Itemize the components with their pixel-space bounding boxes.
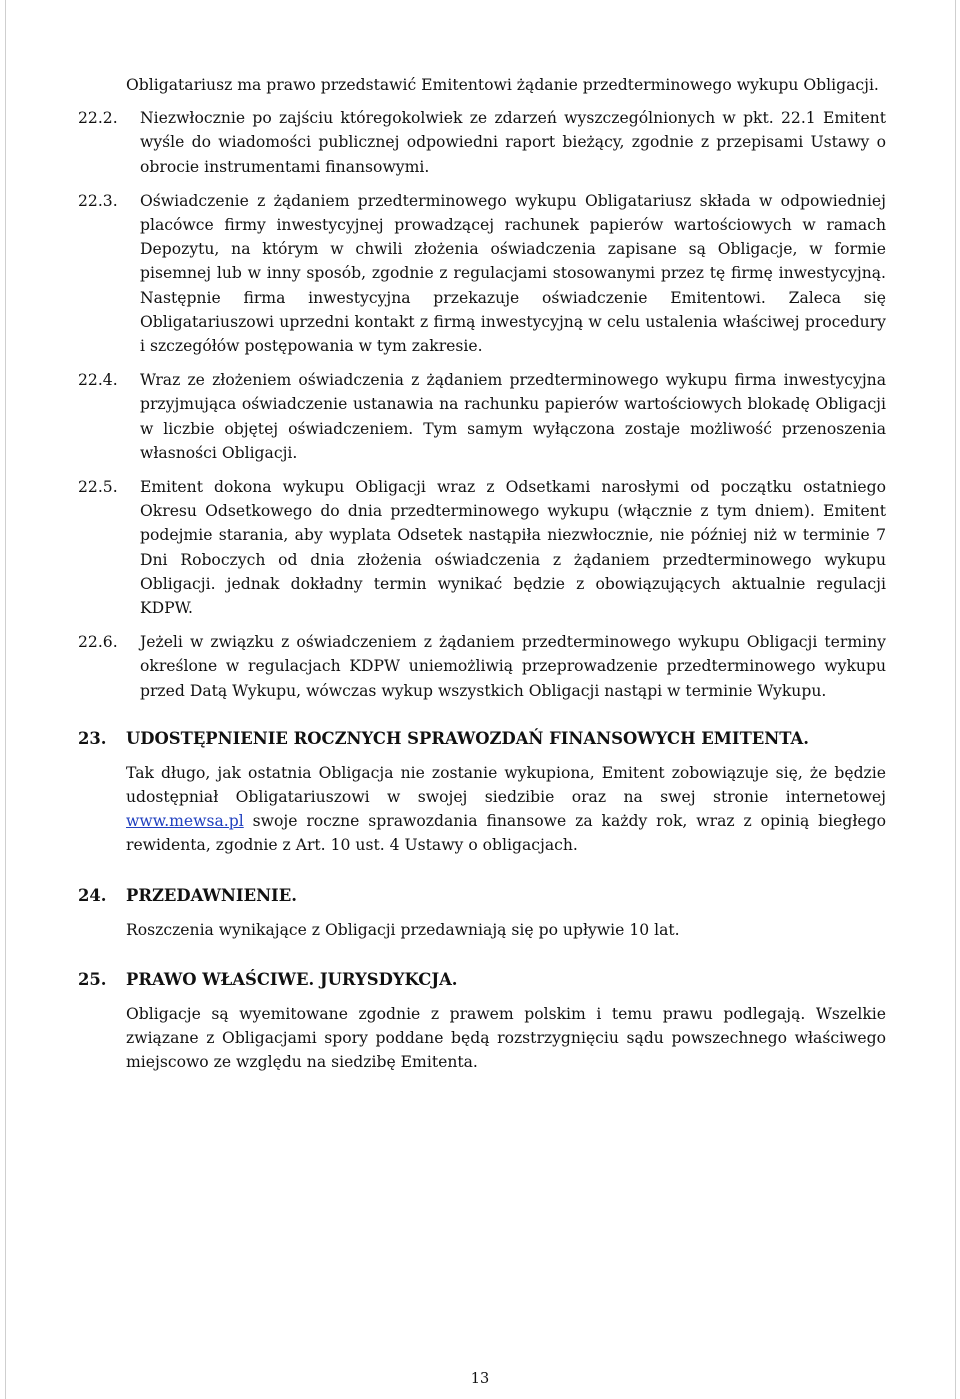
section-title: PRAWO WŁAŚCIWE. JURYSDYKCJA. xyxy=(126,969,458,989)
section-heading-24 xyxy=(78,884,886,908)
clause-text: Niezwłocznie po zajściu któregokolwiek ze zdarzeń wyszczególnionych w pkt. 22.1 Emitent wyśle do wiadomości publicznej odpowiedni raport bieżący, zgodnie z przepisami Ustawy o obrocie instrumentami finansowymi. xyxy=(140,109,886,176)
clause-text: Jeżeli w związku z oświadczeniem z żądaniem przedterminowego wykupu Obligacji terminy określone w regulacjach KDPW uniemożliwią przeprowadzenie przedterminowego wykupu przed Datą Wykupu, wówczas wykup wszystkich Obligacji nastąpi w terminie Wykupu. xyxy=(140,633,886,700)
clause-22-2 xyxy=(78,106,886,179)
section-title: PRZEDAWNIENIE. xyxy=(126,885,297,905)
page-border-left xyxy=(5,0,6,1399)
clause-number: 22.3. xyxy=(78,191,118,210)
section-title: UDOSTĘPNIENIE ROCZNYCH SPRAWOZDAŃ FINANSOWYCH EMITENTA. xyxy=(126,728,809,748)
clause-22-4 xyxy=(78,368,886,465)
section-text: Tak długo, jak ostatnia Obligacja nie zostanie wykupiona, Emitent zobowiązuje się, że będzie udostępniał Obligatariuszowi w swojej siedzibie oraz na swej stronie internetowej xyxy=(126,763,886,807)
section-number: 25. xyxy=(78,969,107,989)
clause-text: Emitent dokona wykupu Obligacji wraz z Odsetkami narosłymi od początku ostatniego Okresu Odsetkowego do dnia przedterminowego wykupu (włącznie z tym dniem). Emitent podejmie starania, aby wyplata Odsetek nastąpiła niezwłocznie, nie później niż w terminie 7 Dni Roboczych od dnia złożenia oświadczenia z żądaniem przedterminowego wykupu Obligacji. jednak dokładny termin wynikać będzie z obowiązujących aktualnie regulacji KDPW. xyxy=(140,478,886,618)
section-number: 23. xyxy=(78,728,107,748)
section-body-23 xyxy=(126,761,886,858)
page-content xyxy=(78,73,886,1075)
clause-number: 22.6. xyxy=(78,633,118,652)
page-number: 13 xyxy=(470,1371,490,1387)
clause-22-5 xyxy=(78,475,886,620)
clause-text: Wraz ze złożeniem oświadczenia z żądaniem przedterminowego wykupu firma inwestycyjna przyjmująca oświadczenie ustanawia na rachunku papierów wartościowych blokadę Obligacji w liczbie objętej oświadczeniem. Tym samym wyłączona zostaje możliwość przenoszenia własności Obligacji. xyxy=(140,371,886,462)
section-body-25: Obligacje są wyemitowane zgodnie z prawem polskim i temu prawu podlegają. Wszelkie związane z Obligacjami spory poddane będą rozstrzygnięciu sądu powszechnego właściwego miejscowo ze względu na siedzibę Emitenta. xyxy=(126,1004,886,1072)
section-number: 24. xyxy=(78,885,107,905)
clause-number: 22.2. xyxy=(78,109,118,128)
clause-22-6 xyxy=(78,630,886,703)
intro-paragraph: Obligatariusz ma prawo przedstawić Emitentowi żądanie przedterminowego wykupu Obligacji. xyxy=(126,76,879,94)
clause-number: 22.4. xyxy=(78,371,118,390)
clause-text: Oświadczenie z żądaniem przedterminowego wykupu Obligatariusz składa w odpowiedniej placówce firmy inwestycyjnej prowadzącej rachunek papierów wartościowych w ramach Depozytu, na którym w chwili złożenia oświadczenia zapisane są Obligacje, w formie pisemnej lub w inny sposób, zgodnie z regulacjami stosowanymi przez tę firmę inwestycyjną. Następnie firma inwestycyjna przekazuje oświadczenie Emitentowi. Zaleca się Obligatariuszowi uprzedni kontakt z firmą inwestycyjną w celu ustalenia właściwej procedury i szczegółów postępowania w tym zakresie. xyxy=(140,191,886,356)
section-heading-23 xyxy=(78,727,886,751)
clause-number: 22.5. xyxy=(78,478,118,497)
section-text: swoje roczne sprawozdania finansowe za każdy rok, wraz z opinią biegłego rewidenta, zgodnie z Art. 10 ust. 4 Ustawy o obligacjach. xyxy=(126,812,886,855)
section-body-24: Roszczenia wynikające z Obligacji przedawniają się po upływie 10 lat. xyxy=(126,920,680,939)
website-link[interactable]: www.mewsa.pl xyxy=(126,812,244,831)
clause-22-3 xyxy=(78,189,886,358)
section-heading-25 xyxy=(78,968,886,992)
page-border-right xyxy=(955,0,956,1399)
